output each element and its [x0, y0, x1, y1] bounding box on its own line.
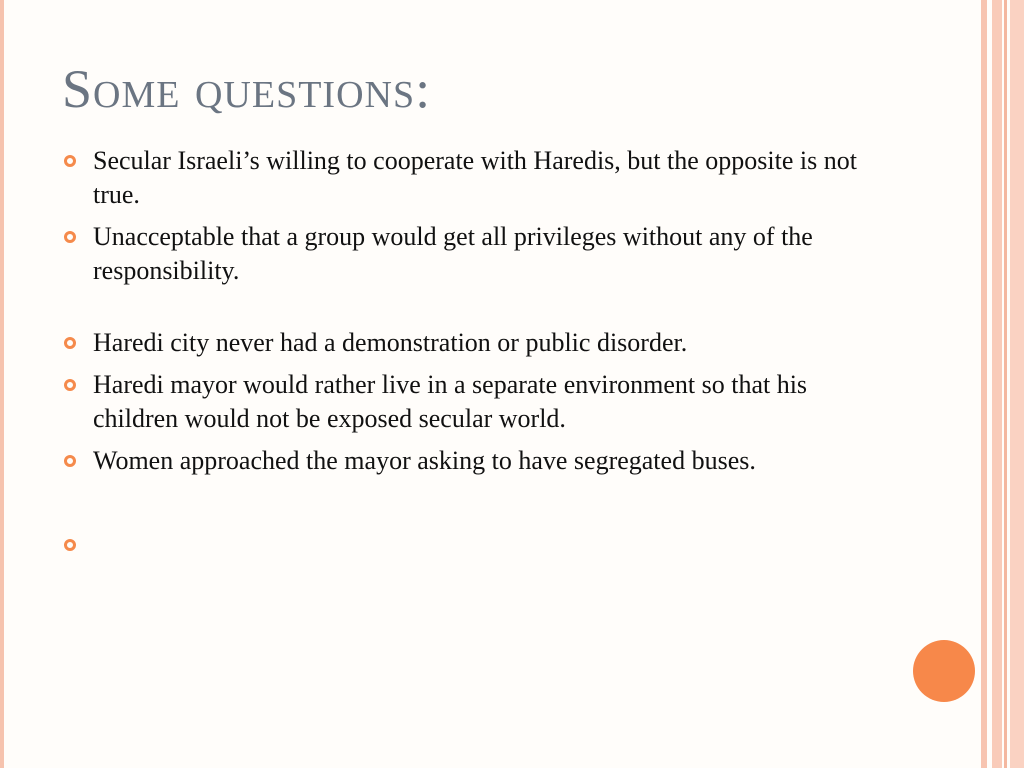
- bullet-text: Secular Israeli’s willing to cooperate with Haredis, but the opposite is not true.: [93, 146, 857, 209]
- left-border: [0, 0, 4, 768]
- right-stripe: [1004, 0, 1007, 768]
- list-item: [62, 144, 882, 212]
- circle-bullet-icon: [64, 231, 76, 243]
- circle-bullet-icon: [64, 155, 76, 167]
- bullet-text: Haredi city never had a demonstration or public disorder.: [93, 328, 688, 357]
- right-stripe: [992, 0, 1002, 768]
- list-item: [62, 368, 882, 436]
- accent-circle-icon: [913, 640, 975, 702]
- circle-bullet-icon: [64, 455, 76, 467]
- circle-bullet-icon: [64, 379, 76, 391]
- bullet-text: Women approached the mayor asking to have segregated buses.: [93, 446, 756, 475]
- empty-list-item: [62, 528, 882, 562]
- bullet-list: [62, 144, 882, 570]
- list-item: [62, 220, 882, 288]
- circle-bullet-icon: [64, 337, 76, 349]
- bullet-text: Haredi mayor would rather live in a separate environment so that his children would not be exposed secular world.: [93, 370, 808, 433]
- right-stripe: [1010, 0, 1024, 768]
- list-item: [62, 444, 882, 478]
- list-item: [62, 326, 882, 360]
- right-stripe: [981, 0, 987, 768]
- circle-bullet-icon: [64, 539, 76, 551]
- bullet-text: Unacceptable that a group would get all privileges without any of the responsibility.: [93, 222, 813, 285]
- slide-title: Some questions:: [62, 59, 432, 119]
